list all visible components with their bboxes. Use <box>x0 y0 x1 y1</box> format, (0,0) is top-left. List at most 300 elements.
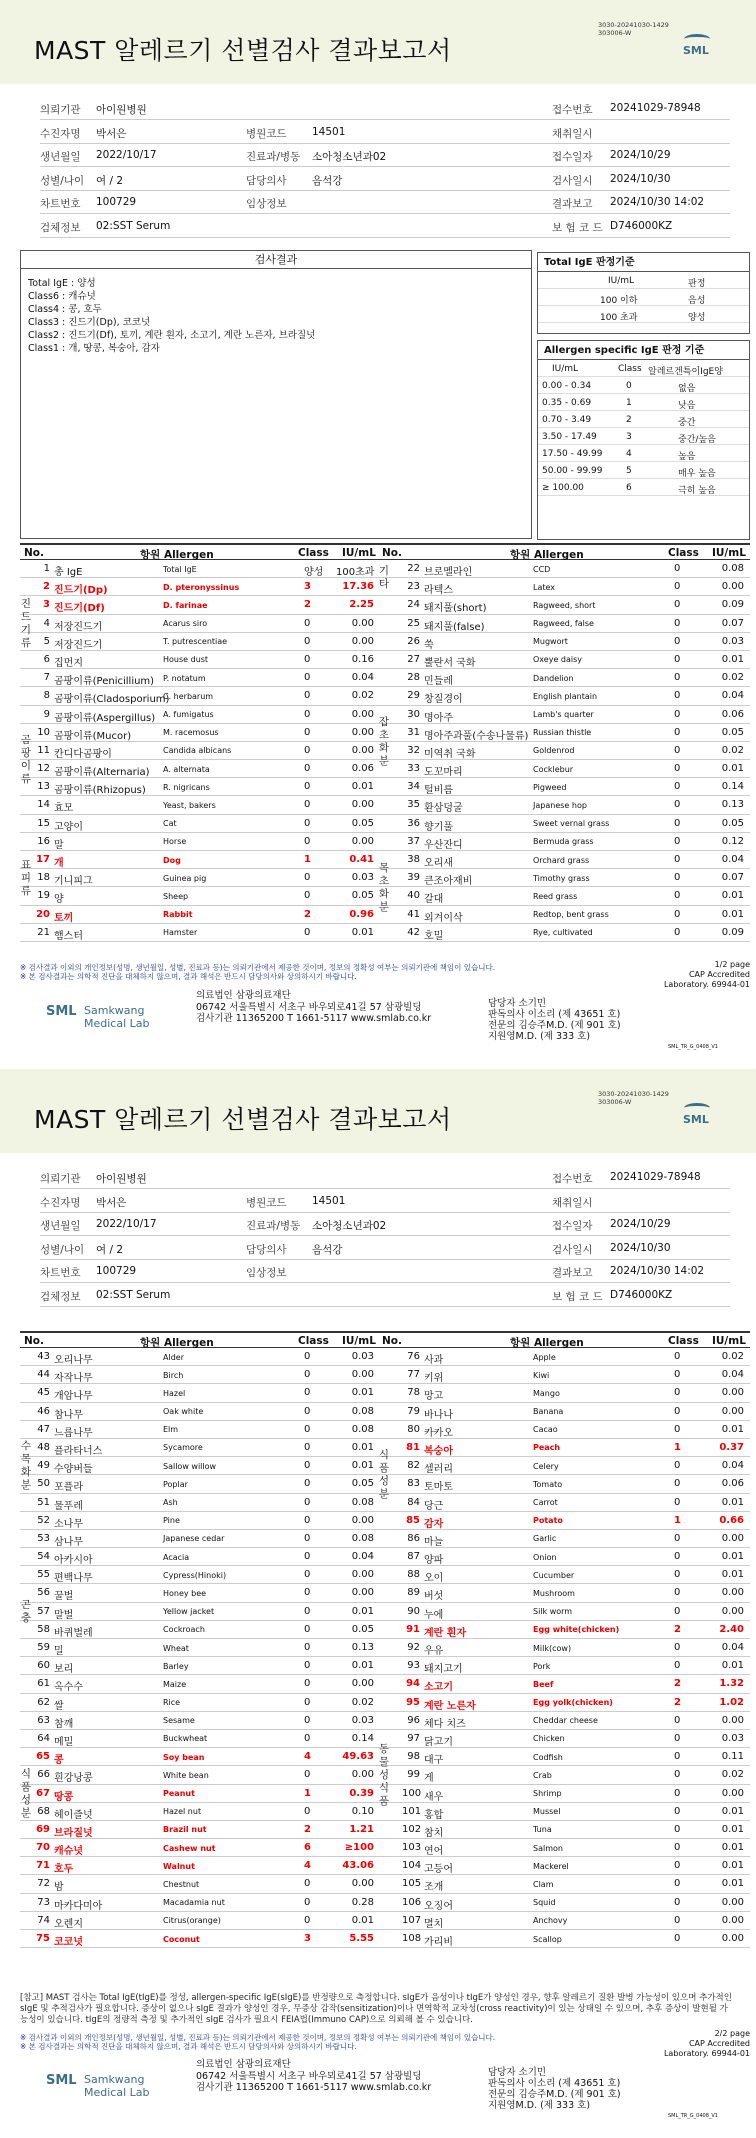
signature-line: 담당자 소기민 <box>488 998 547 1009</box>
allergen-korean: 땅콩 <box>54 1791 74 1803</box>
allergen-korean: 햄스터 <box>54 930 83 942</box>
patient-sexage-label: 성별/나이 <box>40 1243 85 1256</box>
allergen-value: 0.01 <box>721 1823 744 1835</box>
allergen-class: 0 <box>674 1460 681 1472</box>
allergen-korean: 버섯 <box>424 1591 444 1603</box>
allergen-korean: 호두 <box>54 1864 74 1876</box>
allergen-no: 67 <box>36 1787 50 1799</box>
table-row <box>378 906 750 924</box>
allergen-no: 83 <box>407 1478 420 1490</box>
allergen-english: Pork <box>533 1661 551 1671</box>
allergen-class: 0 <box>304 1496 311 1508</box>
cap-label: CAP Accredited Laboratory. 69944-01 <box>663 970 750 989</box>
table-row <box>378 1657 750 1675</box>
allergen-value: 0.00 <box>721 1605 744 1617</box>
table-row <box>378 1748 750 1766</box>
allergen-english: Acacia <box>163 1552 190 1562</box>
patient-insurance: D746000KZ <box>610 219 673 232</box>
patient-sexage: 여 / 2 <box>96 174 124 187</box>
allergen-value: 0.01 <box>351 1387 374 1399</box>
total-ige-ref-header: Total IgE 판정기준 <box>538 253 749 272</box>
total-ige-reference <box>537 252 750 334</box>
allergen-korean: 포플라 <box>54 1482 83 1494</box>
allergen-english: Cockroach <box>163 1625 205 1635</box>
group-label-text: 수목화분 <box>20 1440 32 1492</box>
allergen-no: 15 <box>37 817 50 829</box>
table-header-cell: No. <box>24 1335 44 1347</box>
patient-specimen-label: 검체정보 <box>40 1290 81 1303</box>
allergen-value: 0.05 <box>721 726 744 738</box>
table-header-cell: IU/mL <box>712 547 746 559</box>
lab-name <box>84 1004 150 1030</box>
result-lines <box>21 269 531 363</box>
allergen-korean: 집먼지 <box>54 657 83 669</box>
patient-receipt-date: 2024/10/29 <box>610 1218 671 1230</box>
patient-specimen: 02:SST Serum <box>96 1288 171 1301</box>
allergen-value: 1.02 <box>719 1696 744 1708</box>
table-row <box>20 1403 380 1421</box>
logo-text: SML <box>683 1113 709 1126</box>
ref-col-header-cell: 알레르겐특이IgE양 <box>648 367 723 377</box>
allergen-class: 0 <box>304 890 311 902</box>
allergen-value: 0.00 <box>351 1587 374 1599</box>
allergen-class: 0 <box>304 1387 311 1399</box>
allergen-korean: 아카시아 <box>54 1555 93 1567</box>
signature-line: 판독의사 이소리 (제 43651 호) <box>488 1009 621 1020</box>
allergen-no: 29 <box>407 690 420 702</box>
table-header-cell: No. <box>382 547 402 559</box>
patient-dob: 2022/10/17 <box>96 149 157 161</box>
allergen-english: D. pteronyssinus <box>163 582 240 592</box>
allergen-class: 0 <box>304 1769 311 1781</box>
form-id: SML_TR_G_0408_V1 <box>667 1044 718 1050</box>
table-row <box>20 1512 380 1530</box>
group-label <box>378 560 390 596</box>
allergen-value: 0.14 <box>351 1732 374 1744</box>
patient-insurance-label: 보 험 코 드 <box>552 221 603 234</box>
allergen-table-left <box>20 543 380 942</box>
allergen-korean: 수양버들 <box>54 1464 93 1476</box>
allergen-english: Mushroom <box>533 1588 575 1598</box>
allergen-korean: 명아주과풀(수송나물류) <box>424 730 529 742</box>
signature-line: 지원영M.D. (제 333 호) <box>488 1031 591 1042</box>
allergen-no: 79 <box>407 1405 420 1417</box>
allergen-class: 0 <box>674 563 681 574</box>
allergen-no: 30 <box>407 708 420 720</box>
allergen-no: 98 <box>407 1751 420 1763</box>
allergen-korean: 조개 <box>424 1882 444 1894</box>
allergen-korean: 키위 <box>424 1373 444 1385</box>
allergen-value: 0.04 <box>351 672 374 684</box>
table-row <box>20 1875 380 1893</box>
allergen-value: ≥100 <box>344 1842 374 1854</box>
table-row <box>378 778 750 796</box>
allergen-korean: 명아주 <box>424 712 453 724</box>
allergen-value: 0.00 <box>351 744 374 756</box>
allergen-english: Brazil nut <box>163 1825 207 1835</box>
allergen-no: 52 <box>37 1514 50 1526</box>
logo-text: SML <box>683 44 709 57</box>
allergen-korean: 돼지고기 <box>424 1664 463 1676</box>
table-row <box>20 1421 380 1439</box>
allergen-english: House dust <box>163 655 209 665</box>
table-header-cell: IU/mL <box>342 547 376 559</box>
patient-name-label: 수진자명 <box>40 127 81 140</box>
allergen-value: 0.01 <box>721 1496 744 1508</box>
patient-info-row <box>40 1284 730 1307</box>
allergen-class: 0 <box>674 1787 681 1799</box>
allergen-korean: 곰팡이류(Aspergillus) <box>54 712 156 724</box>
allergen-no: 22 <box>407 563 420 574</box>
allergen-class: 0 <box>304 1678 311 1690</box>
allergen-english: Goldenrod <box>533 746 575 756</box>
allergen-no: 103 <box>402 1842 422 1854</box>
patient-name: 박서은 <box>96 1196 127 1209</box>
group-label <box>20 706 32 815</box>
patient-receipt-date-label: 접수일자 <box>552 1220 593 1232</box>
allergen-class: 0 <box>674 1842 681 1854</box>
allergen-korean: 토마토 <box>424 1482 453 1494</box>
specific-ige-ref-row-cell: 3.50 - 17.49 <box>542 432 597 442</box>
allergen-class: 0 <box>674 781 681 793</box>
ref-col-header-cell: Class <box>618 364 642 374</box>
table-row <box>378 796 750 814</box>
allergen-no: 51 <box>37 1496 50 1508</box>
page-number <box>660 960 750 990</box>
table-row <box>378 851 750 869</box>
result-line: Class1 : 개, 땅콩, 복숭아, 감자 <box>28 343 160 354</box>
patient-hosp-code-label: 병원코드 <box>246 1196 287 1209</box>
allergen-value: 0.01 <box>721 1660 744 1672</box>
table-row <box>20 1457 380 1475</box>
table-row <box>20 924 380 942</box>
allergen-english: Squid <box>533 1898 556 1908</box>
signatures <box>488 998 718 1053</box>
signature-line: 담당자 소기민 <box>488 2067 547 2078</box>
patient-dept-label: 진료과/병동 <box>246 151 301 163</box>
allergen-no: 2 <box>43 581 50 593</box>
patient-test-date-label: 검사일시 <box>552 1243 593 1256</box>
allergen-english: Sheep <box>163 891 189 901</box>
allergen-no: 69 <box>36 1823 50 1835</box>
patient-hosp-code: 14501 <box>312 125 346 138</box>
allergen-no: 13 <box>37 781 50 793</box>
allergen-class: 0 <box>674 799 681 811</box>
patient-collect-label: 채취일시 <box>552 127 593 140</box>
allergen-english: Wheat <box>163 1643 189 1653</box>
allergen-no: 102 <box>402 1823 422 1835</box>
allergen-korean: 메밀 <box>54 1736 74 1748</box>
allergen-english: Salmon <box>533 1843 563 1853</box>
table-row <box>378 578 750 596</box>
allergen-korean: 참깨 <box>54 1718 74 1730</box>
form-code-line: 303006-W <box>598 1097 632 1106</box>
allergen-no: 55 <box>37 1569 50 1581</box>
specific-ige-ref-row <box>538 428 749 445</box>
allergen-class: 0 <box>674 1823 681 1835</box>
patient-dept: 소아청소년과02 <box>312 1220 387 1232</box>
allergen-korean: 브로멜라인 <box>424 567 473 578</box>
allergen-english: Onion <box>533 1552 557 1562</box>
table-row <box>20 1475 380 1493</box>
allergen-class: 1 <box>304 1787 311 1799</box>
allergen-english: Shrimp <box>533 1789 562 1798</box>
lab-address-line: 의료법인 삼광의료재단 <box>196 990 291 1001</box>
form-code <box>598 1091 669 1106</box>
table-row <box>20 1548 380 1566</box>
allergen-no: 20 <box>36 908 50 920</box>
allergen-english: P. notatum <box>163 673 206 683</box>
allergen-english: Yeast, bakers <box>163 800 216 810</box>
table-body <box>20 1348 380 1948</box>
table-row <box>378 560 750 578</box>
allergen-no: 92 <box>407 1642 420 1653</box>
table-header-cell: Class <box>668 1335 699 1347</box>
allergen-english: Cashew nut <box>163 1843 216 1853</box>
allergen-value: 0.00 <box>721 1714 744 1726</box>
allergen-class: 0 <box>304 835 311 847</box>
specific-ige-ref-row-cell: 5 <box>626 466 632 476</box>
allergen-class: 0 <box>674 672 681 684</box>
lab-address <box>196 990 431 1025</box>
table-row <box>378 1675 750 1693</box>
allergen-no: 24 <box>407 599 420 611</box>
allergen-no: 61 <box>37 1678 50 1690</box>
allergen-class: 0 <box>674 1405 681 1417</box>
allergen-value: 0.01 <box>721 890 744 902</box>
table-row <box>20 724 380 742</box>
allergen-class: 2 <box>674 1623 681 1635</box>
allergen-no: 17 <box>36 854 50 865</box>
allergen-no: 34 <box>407 781 420 793</box>
result-header: 검사결과 <box>21 251 531 269</box>
allergen-english: Ash <box>163 1498 178 1507</box>
allergen-english: Mango <box>533 1388 560 1398</box>
allergen-korean: 바퀴벌레 <box>54 1627 93 1639</box>
allergen-value: 0.04 <box>721 1369 744 1381</box>
allergen-class: 0 <box>304 872 311 884</box>
table-row <box>378 615 750 633</box>
lab-name-line: Samkwang <box>84 2073 145 2086</box>
allergen-value: 0.03 <box>351 1714 374 1726</box>
allergen-class: 0 <box>304 1642 311 1653</box>
allergen-english: Sesame <box>163 1716 195 1726</box>
allergen-value: 0.41 <box>349 854 374 865</box>
allergen-no: 100 <box>402 1787 422 1799</box>
allergen-korean: 셀러리 <box>424 1464 453 1476</box>
allergen-korean: 갈대 <box>424 894 444 906</box>
patient-doctor-label: 담당의사 <box>246 174 287 187</box>
allergen-value: 0.02 <box>351 1696 374 1708</box>
allergen-class: 0 <box>674 744 681 756</box>
allergen-no: 28 <box>407 672 420 684</box>
table-row <box>20 1821 380 1839</box>
table-row <box>20 1639 380 1657</box>
allergen-korean: 새우 <box>424 1791 444 1803</box>
allergen-class: 0 <box>304 1732 311 1744</box>
allergen-class: 2 <box>674 1678 681 1690</box>
patient-info-row <box>40 168 730 191</box>
allergen-korean: 카카오 <box>424 1427 453 1439</box>
footer-note <box>20 2033 495 2051</box>
allergen-korean: 참치 <box>424 1827 444 1839</box>
allergen-english: Macadamia nut <box>163 1898 225 1908</box>
allergen-value: 0.28 <box>351 1896 374 1908</box>
allergen-no: 66 <box>37 1769 50 1781</box>
allergen-class: 2 <box>304 1823 311 1835</box>
patient-receipt-date: 2024/10/29 <box>610 149 671 161</box>
table-row <box>378 815 750 833</box>
allergen-no: 10 <box>37 726 50 738</box>
allergen-no: 107 <box>402 1914 422 1926</box>
allergen-english: A. fumigatus <box>163 710 214 719</box>
allergen-english: English plantain <box>533 691 598 701</box>
allergen-korean: 고등어 <box>424 1864 453 1876</box>
allergen-class: 0 <box>674 908 681 920</box>
allergen-english: Silk worm <box>533 1607 573 1617</box>
allergen-value: 0.00 <box>351 617 374 629</box>
allergen-no: 44 <box>37 1369 50 1381</box>
table-row <box>20 633 380 651</box>
table-row <box>378 1457 750 1475</box>
specific-ige-ref-row-cell: 0.35 - 0.69 <box>542 398 592 408</box>
allergen-korean: 감자 <box>424 1518 444 1530</box>
allergen-korean: 곰팡이류(Alternaria) <box>54 767 150 779</box>
allergen-value: 0.10 <box>351 1805 374 1817</box>
allergen-english: Dandelion <box>533 673 574 683</box>
allergen-english: Mugwort <box>533 637 568 647</box>
specific-ige-ref-row-cell: 중간/높음 <box>678 435 716 445</box>
allergen-value: 49.63 <box>342 1751 374 1763</box>
allergen-english: Cat <box>163 819 177 829</box>
allergen-class: 0 <box>304 1460 311 1472</box>
allergen-class: 0 <box>674 835 681 847</box>
allergen-korean: 환삼덩굴 <box>424 803 463 815</box>
allergen-english: Cacao <box>533 1425 558 1435</box>
allergen-korean: 계란 흰자 <box>424 1627 467 1639</box>
allergen-no: 87 <box>407 1551 420 1563</box>
allergen-korean: 쑥 <box>424 639 434 651</box>
allergen-no: 36 <box>407 817 420 829</box>
allergen-english: D. farinae <box>163 600 208 610</box>
table-row <box>378 887 750 905</box>
allergen-value: 0.12 <box>721 835 744 847</box>
specific-ige-ref-row <box>538 394 749 411</box>
lab-name <box>84 2073 150 2099</box>
patient-receipt-no: 20241029-78948 <box>610 102 701 114</box>
specific-ige-ref-row-cell: ≥ 100.00 <box>542 483 584 493</box>
allergen-class: 0 <box>304 1514 311 1526</box>
allergen-no: 33 <box>407 763 420 775</box>
allergen-value: 0.05 <box>351 817 374 829</box>
table-row <box>378 1875 750 1893</box>
specific-ige-ref-row-cell: 0.70 - 3.49 <box>542 415 592 425</box>
allergen-korean: 토끼 <box>54 912 74 924</box>
allergen-value: 0.02 <box>351 690 374 702</box>
allergen-english: Elm <box>163 1425 179 1435</box>
allergen-no: 60 <box>37 1660 50 1672</box>
allergen-class: 0 <box>674 1860 681 1872</box>
patient-chart-label: 차트번호 <box>40 198 81 210</box>
allergen-class: 0 <box>304 1623 311 1635</box>
lab-address-line: 06742 서울특별시 서초구 바우뫼로41길 57 삼광빌딩 <box>196 2070 422 2082</box>
allergen-no: 26 <box>407 635 420 647</box>
table-row <box>20 1584 380 1602</box>
specific-ige-ref-row <box>538 462 749 479</box>
allergen-class: 0 <box>674 1551 681 1563</box>
sml-logo-icon <box>678 32 716 70</box>
allergen-korean: 우유 <box>424 1646 444 1657</box>
table-row <box>20 1657 380 1675</box>
allergen-value: 0.13 <box>721 799 744 811</box>
table-row <box>20 869 380 887</box>
allergen-english: Clam <box>533 1879 554 1889</box>
allergen-english: Barley <box>163 1661 189 1671</box>
signature-line: 전문의 김승주M.D. (제 901 호) <box>488 2089 621 2100</box>
table-row <box>378 1803 750 1821</box>
allergen-korean: 참나무 <box>54 1409 83 1421</box>
allergen-no: 99 <box>407 1769 420 1781</box>
patient-info-row <box>40 97 730 120</box>
table-row <box>378 1857 750 1875</box>
allergen-class: 0 <box>304 1478 311 1490</box>
allergen-value: 0.05 <box>721 817 744 829</box>
allergen-korean: 멸치 <box>424 1918 444 1930</box>
allergen-no: 59 <box>37 1642 50 1653</box>
table-row <box>20 1766 380 1784</box>
footer-note-line: ※ 본 검사결과는 의학적 진단을 대체하지 않으며, 결과 해석은 반드시 담당의사와 상의하시기 바랍니다. <box>20 972 357 981</box>
allergen-english: Russian thistle <box>533 728 592 738</box>
allergen-class: 0 <box>674 635 681 647</box>
specific-ige-ref-header: Allergen specific IgE 판정 기준 <box>538 341 749 360</box>
patient-info-row <box>40 144 730 167</box>
allergen-korean: 바나나 <box>424 1409 453 1421</box>
table-row <box>378 1785 750 1803</box>
allergen-value: 0.00 <box>721 1787 744 1799</box>
allergen-no: 7 <box>43 672 50 684</box>
allergen-value: 0.00 <box>351 835 374 847</box>
allergen-class: 0 <box>304 1805 311 1817</box>
table-header-cell: Class <box>298 1335 329 1347</box>
allergen-class: 0 <box>674 581 681 593</box>
group-label-text: 기타 <box>378 565 390 591</box>
allergen-class: 0 <box>304 1351 311 1362</box>
allergen-value: 0.02 <box>721 744 744 756</box>
allergen-korean: 우산잔디 <box>424 839 463 851</box>
allergen-english: Walnut <box>163 1861 195 1871</box>
allergen-no: 90 <box>407 1605 420 1617</box>
allergen-korean: 플라타너스 <box>54 1445 103 1457</box>
group-label <box>378 833 390 942</box>
allergen-no: 73 <box>37 1896 50 1908</box>
allergen-value: 0.00 <box>351 635 374 647</box>
allergen-value: 0.00 <box>351 708 374 720</box>
allergen-class: 0 <box>674 1605 681 1617</box>
allergen-class: 0 <box>304 781 311 793</box>
allergen-korean: 뿔란서 국화 <box>424 657 476 669</box>
allergen-class: 0 <box>304 726 311 738</box>
allergen-class: 0 <box>304 1605 311 1617</box>
allergen-class: 0 <box>674 926 681 938</box>
allergen-value: 0.00 <box>721 581 744 593</box>
allergen-value: 0.00 <box>351 1569 374 1581</box>
allergen-no: 49 <box>37 1460 50 1472</box>
allergen-korean: 기니피그 <box>54 876 93 888</box>
allergen-english: M. racemosus <box>163 728 219 738</box>
patient-info-row <box>40 121 730 144</box>
allergen-class: 2 <box>674 1696 681 1708</box>
allergen-class: 0 <box>304 1532 311 1544</box>
